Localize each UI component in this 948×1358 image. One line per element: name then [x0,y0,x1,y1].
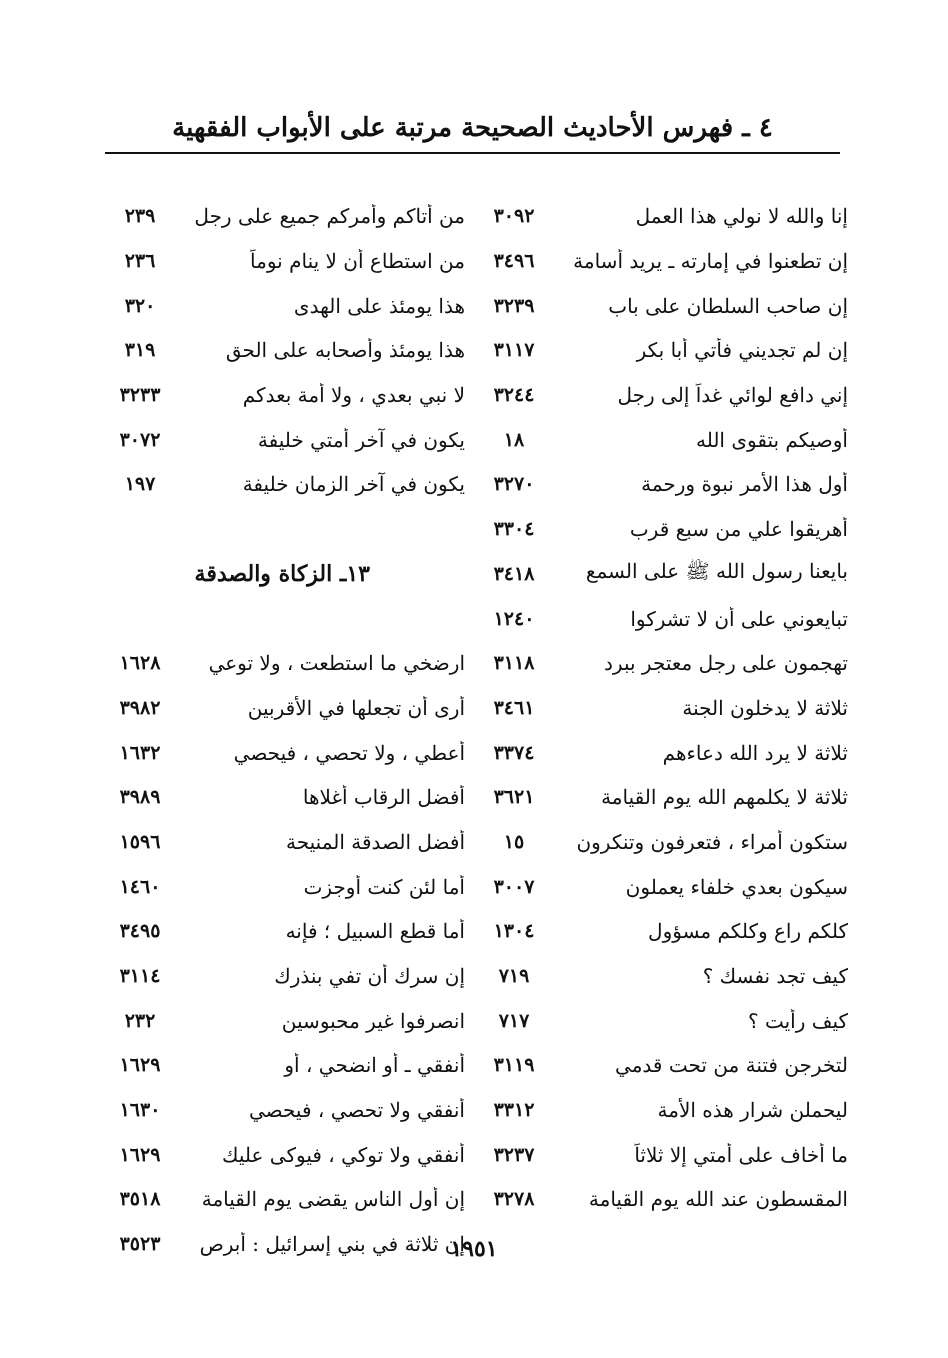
entry-text: كيف تجد نفسك ؟ [702,964,848,989]
entry-number: ١٥٩٦ [119,830,161,853]
index-entry [470,730,848,775]
entry-text: أول هذا الأمر نبوة ورحمة [641,472,848,497]
entry-number: ٣١١٤ [119,965,161,988]
entry-text: ليحملن شرار هذه الأمة [657,1098,848,1123]
entry-text: أرى أن تجعلها في الأقربين [247,695,465,720]
entry-number: ٣٢٠ [124,294,156,317]
index-entry [470,507,848,552]
index-entry [470,1043,848,1088]
entry-number: ١٩٧ [124,473,156,496]
index-entry [100,194,465,239]
index-entry [100,239,465,284]
entry-text: يكون في آخر الزمان خليفة [242,472,465,497]
index-entry [470,820,848,865]
index-entry [470,417,848,462]
entry-number: ١٦٣٢ [119,741,161,764]
left-column-bottom [100,641,465,1267]
index-entry [100,328,465,373]
index-entry [100,1222,465,1267]
entry-text: يكون في آخر أمتي خليفة [257,427,465,452]
entry-text: هذا يومئذ وأصحابه على الحق [225,338,465,363]
index-entry [470,373,848,418]
entry-text: المقسطون عند الله يوم القيامة [588,1187,848,1212]
entry-number: ٣٩٨٢ [119,696,161,719]
entry-number: ٣٦٢١ [493,786,535,809]
running-header: ٤ ـ فهرس الأحاديث الصحيحة مرتبة على الأبواب الفقهية [172,113,773,143]
entry-number: ١٤٦٠ [119,875,161,898]
entry-text: إن تطعنوا في إمارته ـ يريد أسامة [573,249,848,274]
index-entry [100,864,465,909]
index-entry [470,1132,848,1177]
index-entry [100,954,465,999]
entry-number: ٣٤٩٥ [119,920,161,943]
entry-text: انصرفوا غير محبوسين [281,1008,465,1033]
entry-text: ثلاثة لا يدخلون الجنة [682,695,848,720]
entry-text: لتخرجن فتنة من تحت قدمي [615,1053,848,1078]
entry-number: ٣٥٢٣ [119,1233,161,1256]
entry-text: أما لئن كنت أوجزت [303,874,465,899]
entry-text: ثلاثة لا يكلمهم الله يوم القيامة [601,785,848,810]
entry-number: ٢٣٩ [124,205,156,228]
entry-text: إن أول الناس يقضى يوم القيامة [201,1187,465,1212]
page-number: ١٩٥١ [450,1236,498,1262]
entry-text: أنفقي ولا توكي ، فيوكى عليك [222,1142,465,1167]
index-entry [470,775,848,820]
entry-number: ٣٣٧٤ [493,741,535,764]
index-entry [100,641,465,686]
entry-text: بايعنا رسول الله ﷺ على السمع [585,559,848,584]
entry-text: أوصيكم بتقوى الله [695,427,848,452]
entry-text: كلكم راع وكلكم مسؤول [648,919,848,944]
entry-text: أنفقي ـ أو انضحي ، أو [284,1053,465,1078]
entry-number: ٣٤٩٦ [493,250,535,273]
entry-number: ٣٤٦١ [493,696,535,719]
index-entry [100,373,465,418]
entry-number: ٣٢٣٧ [493,1143,535,1166]
entry-number: ٣١١٩ [493,1054,535,1077]
index-entry [100,686,465,731]
entry-text: إنا والله لا نولي هذا العمل [635,204,848,229]
entry-text: لا نبي بعدي ، ولا أمة بعدكم [242,383,465,408]
entry-text: من أتاكم وأمركم جميع على رجل [194,204,465,229]
index-entry [100,775,465,820]
entry-number: ٢٣٦ [124,250,156,273]
entry-number: ٣١١٨ [493,652,535,675]
entry-text: أفضل الرقاب أغلاها [302,785,465,810]
entry-number: ٣٩٨٩ [119,786,161,809]
entry-number: ٣٠٠٧ [493,875,535,898]
entry-text: كيف رأيت ؟ [747,1008,848,1033]
index-entry [100,730,465,775]
index-entry [470,954,848,999]
index-entry [470,462,848,507]
entry-number: ٣٢٧٠ [493,473,535,496]
index-entry [100,1132,465,1177]
index-entry [470,1177,848,1222]
entry-text: إن صاحب السلطان على باب [608,293,848,318]
entry-number: ٣١٩ [124,339,156,362]
index-entry [470,596,848,641]
entry-number: ٣١١٧ [493,339,535,362]
left-column-top [100,194,465,507]
entry-text: أنفقي ولا تحصي ، فيحصي [249,1098,465,1123]
entry-number: ٣٣٠٤ [493,518,535,541]
entry-text: أهريقوا علي من سبع قرب [629,517,848,542]
header-rule [105,152,840,154]
entry-text: أعطي ، ولا تحصي ، فيحصي [233,740,465,765]
left-column [100,194,465,1267]
section-heading: ١٣ـ الزكاة والصدقة [194,560,370,587]
index-entry [470,194,848,239]
spacer [100,507,465,552]
index-entry [100,283,465,328]
entry-text: إن ثلاثة في بني إسرائيل : أبرص [199,1232,465,1257]
entry-text: إن سرك أن تفي بنذرك [274,964,465,989]
entry-number: ١٦٣٠ [119,1099,161,1122]
index-entry [100,998,465,1043]
index-entry [100,462,465,507]
entry-number: ١٦٢٩ [119,1054,161,1077]
index-entry [470,552,848,597]
entry-text: ثلاثة لا يرد الله دعاءهم [662,740,848,765]
entry-number: ٣٢٣٩ [493,294,535,317]
entry-number: ١٦٢٩ [119,1143,161,1166]
entry-number: ٧١٩ [498,965,530,988]
entry-text: ارضخي ما استطعت ، ولا توعي [208,651,465,676]
index-entry [100,1177,465,1222]
entry-text: أما قطع السبيل ؛ فإنه [285,919,465,944]
entry-number: ١٢٤٠ [493,607,535,630]
index-entry [100,1088,465,1133]
entry-number: ١٨ [503,428,525,451]
index-entry [470,283,848,328]
entry-number: ١٦٢٨ [119,652,161,675]
entry-text: سيكون بعدي خلفاء يعملون [625,874,848,899]
entry-number: ١٥ [503,830,525,853]
spacer [100,596,465,641]
index-entry [470,686,848,731]
entry-text: تهجمون على رجل معتجر ببرد [604,651,848,676]
entry-number: ٣٠٩٢ [493,205,535,228]
entry-number: ٣٤١٨ [493,562,535,585]
entry-number: ٢٣٢ [124,1009,156,1032]
index-entry [100,820,465,865]
entry-text: أفضل الصدقة المنيحة [285,829,465,854]
entry-text: من استطاع أن لا ينام نوماً [250,249,465,274]
index-entry [470,239,848,284]
entry-number: ٣٣١٢ [493,1099,535,1122]
entry-text: ما أخاف على أمتي إلا ثلاثاً [634,1142,848,1167]
entry-text: ستكون أمراء ، فتعرفون وتنكرون [576,829,848,854]
entry-number: ٣٢٣٣ [119,384,161,407]
index-entry [470,328,848,373]
entry-text: إن لم تجديني فأتي أبا بكر [636,338,848,363]
index-entry [100,909,465,954]
entry-number: ١٣٠٤ [493,920,535,943]
entry-number: ٣٢٤٤ [493,384,535,407]
index-entry [470,864,848,909]
index-entry [100,1043,465,1088]
entry-number: ٧١٧ [498,1009,530,1032]
index-entry [470,641,848,686]
index-entry [470,1088,848,1133]
entry-text: هذا يومئذ على الهدى [293,293,465,318]
entry-number: ٣٠٧٢ [119,428,161,451]
index-entry [470,998,848,1043]
index-entry [100,417,465,462]
right-column [470,194,848,1222]
entry-text: تبايعوني على أن لا تشركوا [630,606,848,631]
entry-number: ٣٢٧٨ [493,1188,535,1211]
entry-number: ٣٥١٨ [119,1188,161,1211]
entry-text: إني دافع لوائي غداً إلى رجل [617,383,848,408]
index-entry [470,909,848,954]
